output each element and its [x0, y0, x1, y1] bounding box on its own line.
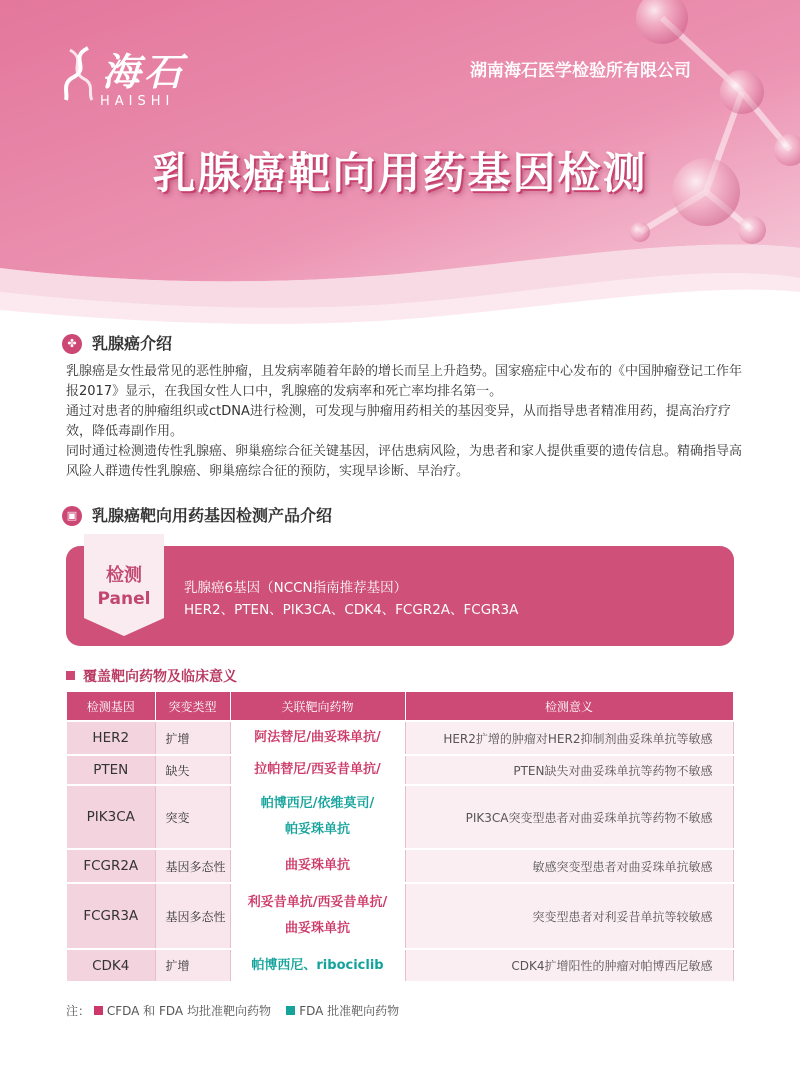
column-header: 检测基因 [67, 692, 155, 721]
drug-cell [230, 883, 405, 949]
table-row [67, 849, 733, 883]
drug-name: 曲妥珠单抗 [284, 921, 350, 936]
gene-cell: CDK4 [67, 949, 155, 981]
intro-text [66, 362, 742, 482]
significance-cell: 敏感突变型患者对曲妥珠单抗敏感 [405, 849, 733, 883]
gift-icon: ▣ [62, 506, 82, 526]
note-cfda-fda: CFDA 和 FDA 均批准靶向药物 [106, 1004, 271, 1018]
drug-cell [230, 949, 405, 981]
table-header-row [67, 692, 733, 721]
grid-icon: ✤ [62, 334, 82, 354]
drug-name: 帕博西尼、ribociclib [251, 957, 384, 973]
drug-name: 帕妥珠单抗 [284, 822, 350, 837]
significance-cell: HER2扩增的肿瘤对HER2抑制剂曲妥珠单抗等敏感 [405, 721, 733, 755]
intro-heading: 乳腺癌介绍 [92, 334, 173, 353]
dna-logo-icon [62, 44, 96, 102]
page-title: 乳腺癌靶向用药基因检测 [152, 149, 648, 199]
column-header: 关联靶向药物 [230, 692, 405, 721]
panel-tag-en: Panel [97, 589, 151, 609]
product-section-heading [62, 504, 662, 530]
significance-cell: PTEN缺失对曲妥珠单抗等药物不敏感 [405, 755, 733, 785]
significance-cell: CDK4扩增阳性的肿瘤对帕博西尼敏感 [405, 949, 733, 981]
drug-name: 利妥昔单抗/西妥昔单抗/ [247, 895, 388, 910]
square-bullet-icon [66, 671, 75, 680]
table-heading [66, 666, 237, 686]
panel-name: 乳腺癌6基因（NCCN指南推荐基因） [184, 580, 408, 596]
logo-chinese: 海石 [102, 49, 187, 94]
legend-note [66, 1002, 399, 1019]
drug-name: 帕博西尼/依维莫司/ [260, 796, 375, 811]
mutation-type-cell: 缺失 [155, 755, 230, 785]
drug-table [67, 692, 734, 981]
intro-paragraph: 通过对患者的肿瘤组织或ctDNA进行检测，可发现与肿瘤用药相关的基因变异，从而指导患者精准用药，提高治疗疗效，降低毒副作用。 [66, 404, 731, 439]
drug-name: 曲妥珠单抗 [284, 858, 350, 873]
column-header: 检测意义 [405, 692, 733, 721]
table-heading-text: 覆盖靶向药物及临床意义 [83, 669, 237, 685]
panel-banner [66, 546, 734, 646]
significance-cell: 突变型患者对利妥昔单抗等较敏感 [405, 883, 733, 949]
product-heading: 乳腺癌靶向用药基因检测产品介绍 [92, 506, 333, 525]
mutation-type-cell: 基因多态性 [155, 849, 230, 883]
company-name: 湖南海石医学检验所有限公司 [470, 61, 691, 81]
cfda-fda-swatch-icon [94, 1006, 103, 1015]
drug-cell [230, 849, 405, 883]
intro-paragraph: 乳腺癌是女性最常见的恶性肿瘤，且发病率随着年龄的增长而呈上升趋势。国家癌症中心发布的《中国肿瘤登记工作年报2017》显示，在我国女性人口中，乳腺癌的发病率和死亡率均排名第一。 [66, 364, 743, 399]
intro-section-heading [62, 332, 662, 358]
mutation-type-cell: 扩增 [155, 949, 230, 981]
logo-english: HAISHI [100, 94, 175, 109]
table-row [67, 785, 733, 849]
gene-cell: PIK3CA [67, 785, 155, 849]
column-header: 突变类型 [155, 692, 230, 721]
significance-cell: PIK3CA突变型患者对曲妥珠单抗等药物不敏感 [405, 785, 733, 849]
gene-cell: PTEN [67, 755, 155, 785]
panel-tag-cn: 检测 [106, 565, 142, 586]
drug-cell [230, 755, 405, 785]
mutation-type-cell: 基因多态性 [155, 883, 230, 949]
gene-cell: FCGR3A [67, 883, 155, 949]
panel-gene-list: HER2、PTEN、PIK3CA、CDK4、FCGR2A、FCGR3A [184, 602, 519, 618]
drug-name: 阿法替尼/曲妥珠单抗/ [254, 730, 381, 745]
header-banner [0, 0, 800, 330]
table-row [67, 949, 733, 981]
note-prefix: 注： [66, 1004, 91, 1018]
table-row [67, 755, 733, 785]
intro-paragraph: 同时通过检测遗传性乳腺癌、卵巢癌综合征关键基因，评估患病风险，为患者和家人提供重要的遗传信息。精确指导高风险人群遗传性乳腺癌、卵巢癌综合征的预防，实现早诊断、早治疗。 [66, 444, 743, 479]
table-row [67, 883, 733, 949]
mutation-type-cell: 突变 [155, 785, 230, 849]
drug-name: 拉帕替尼/西妥昔单抗/ [254, 762, 381, 777]
gene-cell: FCGR2A [67, 849, 155, 883]
note-fda: FDA 批准靶向药物 [299, 1004, 400, 1018]
drug-cell [230, 721, 405, 755]
mutation-type-cell: 扩增 [155, 721, 230, 755]
table-row [67, 721, 733, 755]
drug-cell [230, 785, 405, 849]
fda-swatch-icon [286, 1006, 295, 1015]
gene-cell: HER2 [67, 721, 155, 755]
